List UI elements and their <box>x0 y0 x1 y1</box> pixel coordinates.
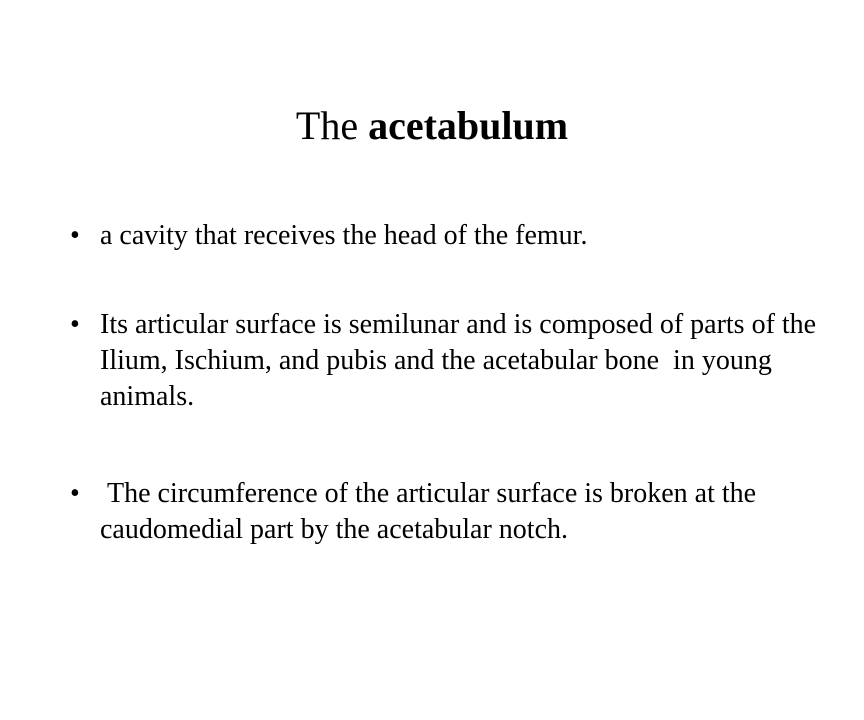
title-emphasis: acetabulum <box>368 103 569 148</box>
slide-title <box>0 100 864 152</box>
bullet-item <box>70 307 830 415</box>
bullet-icon: • <box>70 478 80 509</box>
bullet-item <box>70 476 830 548</box>
bullet-icon: • <box>70 309 80 340</box>
bullet-item <box>70 218 830 254</box>
bullet-text: Its articular surface is semilunar and is composed of parts of the Ilium, Ischium, and pubis and the acetabular bone in young animals. <box>100 309 824 412</box>
title-prefix: The <box>295 103 369 148</box>
bullet-icon: • <box>70 220 80 251</box>
bullet-text: a cavity that receives the head of the femur. <box>100 220 588 251</box>
bullet-text: The circumference of the articular surface is broken at the caudomedial part by the acetabular notch. <box>100 478 764 545</box>
